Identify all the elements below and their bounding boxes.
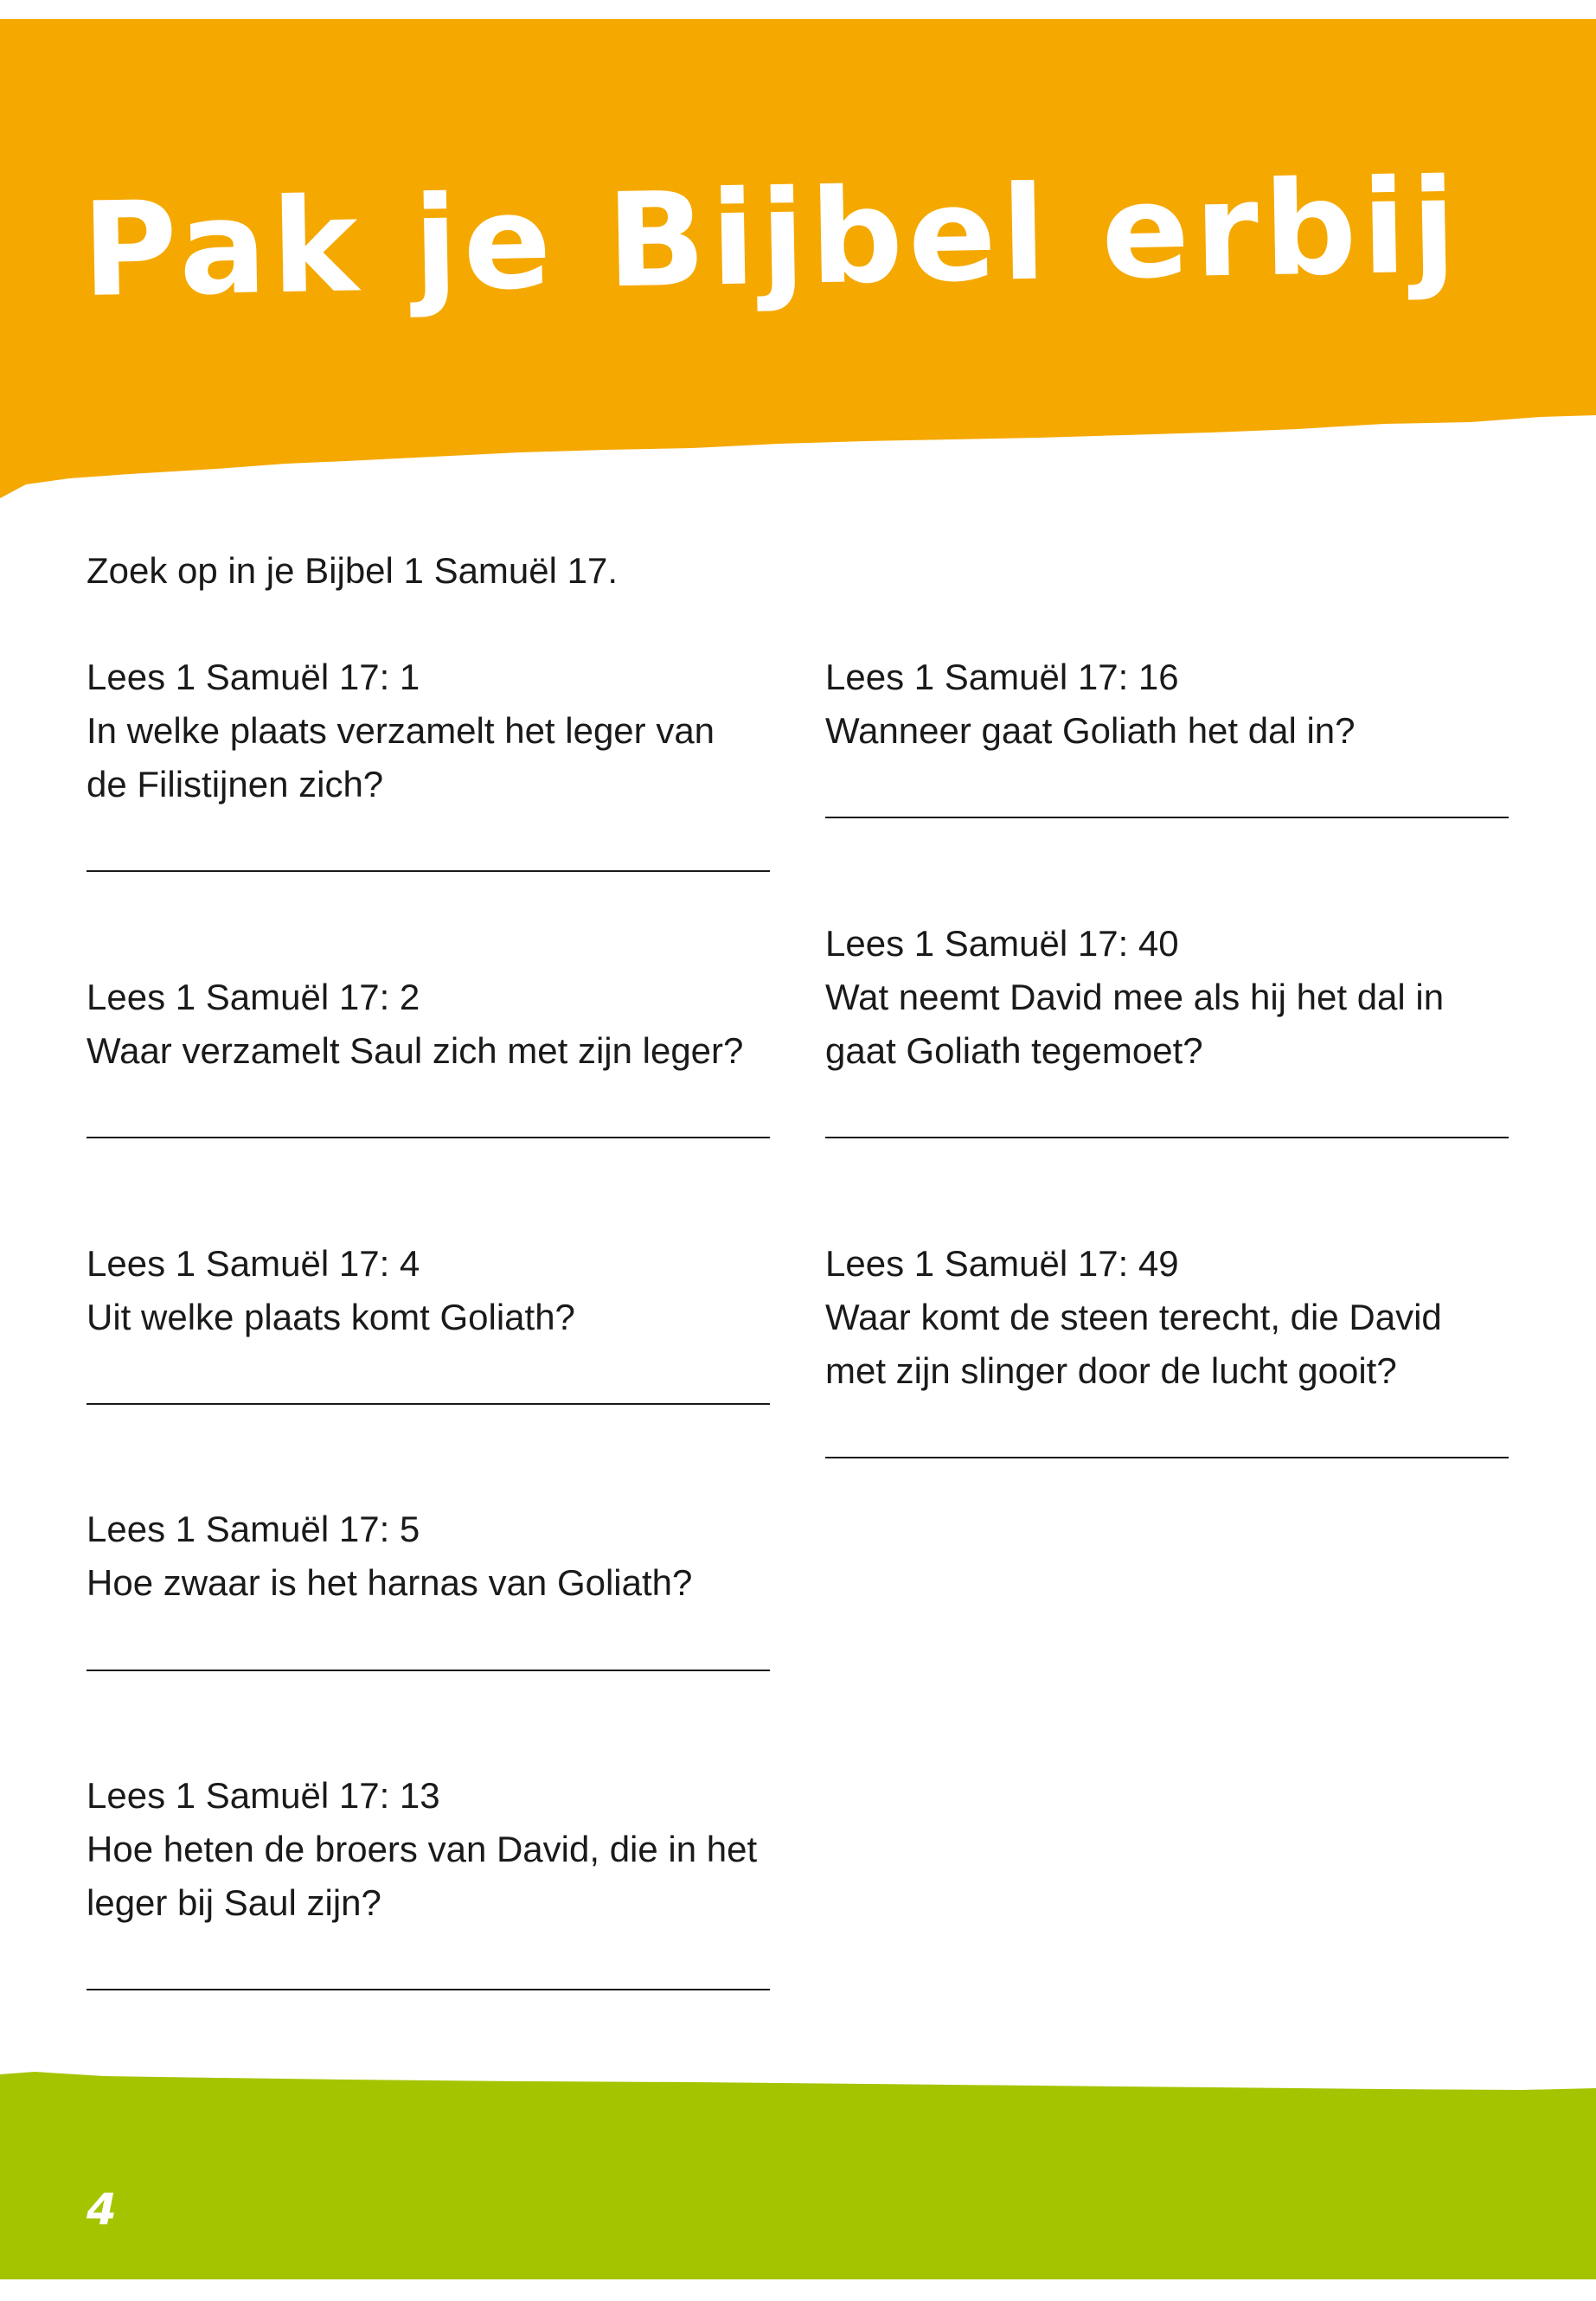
answer-line-4[interactable] bbox=[87, 1670, 770, 1671]
question-text: Hoe heten de broers van David, die in het leger bij Saul zijn? bbox=[87, 1829, 758, 1923]
question-block-2 bbox=[87, 971, 770, 1078]
question-reference: Lees 1 Samuël 17: 49 bbox=[825, 1243, 1179, 1284]
question-text: Wanneer gaat Goliath het dal in? bbox=[825, 710, 1356, 751]
question-block-1 bbox=[87, 651, 770, 811]
question-block-6 bbox=[825, 651, 1509, 758]
question-text: Uit welke plaats komt Goliath? bbox=[87, 1297, 575, 1337]
question-reference: Lees 1 Samuël 17: 4 bbox=[87, 1243, 420, 1284]
question-block-8 bbox=[825, 1237, 1509, 1398]
question-text: Waar verzamelt Saul zich met zijn leger? bbox=[87, 1030, 744, 1071]
page-title: Pak je Bijbel erbij bbox=[80, 151, 1463, 326]
question-text: Waar komt de steen terecht, die David met zijn slinger door de lucht gooit? bbox=[825, 1297, 1442, 1391]
question-text: Hoe zwaar is het harnas van Goliath? bbox=[87, 1562, 693, 1603]
answer-line-8[interactable] bbox=[825, 1457, 1509, 1458]
answer-line-3[interactable] bbox=[87, 1403, 770, 1405]
question-reference: Lees 1 Samuël 17: 1 bbox=[87, 657, 420, 697]
question-reference: Lees 1 Samuël 17: 16 bbox=[825, 657, 1179, 697]
question-reference: Lees 1 Samuël 17: 13 bbox=[87, 1775, 440, 1816]
question-text: Wat neemt David mee als hij het dal in gaat Goliath tegemoet? bbox=[825, 977, 1445, 1071]
question-reference: Lees 1 Samuël 17: 2 bbox=[87, 977, 420, 1017]
answer-line-7[interactable] bbox=[825, 1137, 1509, 1138]
answer-line-5[interactable] bbox=[87, 1989, 770, 1990]
answer-line-2[interactable] bbox=[87, 1137, 770, 1138]
answer-line-6[interactable] bbox=[825, 817, 1509, 818]
answer-line-1[interactable] bbox=[87, 870, 770, 872]
footer-band bbox=[0, 2067, 1596, 2301]
intro-text: Zoek op in je Bijbel 1 Samuël 17. bbox=[87, 550, 619, 591]
question-block-4 bbox=[87, 1503, 770, 1610]
question-block-5 bbox=[87, 1769, 770, 1930]
question-reference: Lees 1 Samuël 17: 40 bbox=[825, 923, 1179, 964]
question-block-7 bbox=[825, 917, 1509, 1078]
page-number: 4 bbox=[87, 2184, 117, 2234]
question-text: In welke plaats verzamelt het leger van de Filistijnen zich? bbox=[87, 710, 715, 804]
question-reference: Lees 1 Samuël 17: 5 bbox=[87, 1509, 420, 1549]
question-block-3 bbox=[87, 1237, 770, 1344]
